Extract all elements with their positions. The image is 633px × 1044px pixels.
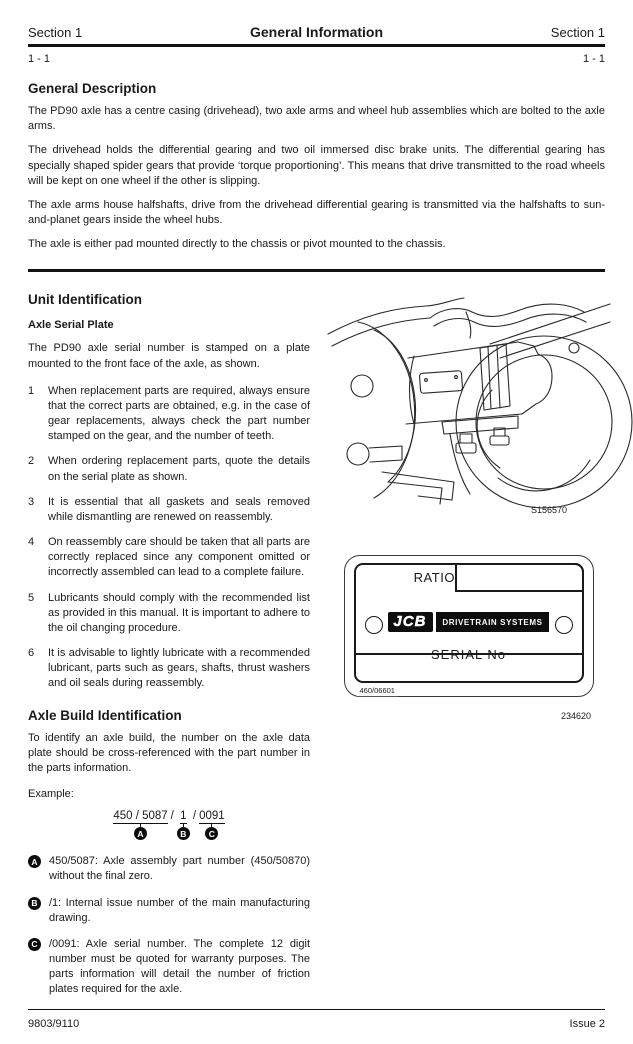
- segment-separator: /: [192, 810, 197, 823]
- list-item: [28, 495, 310, 525]
- axle-serial-plate-subheading: Axle Serial Plate: [28, 319, 114, 332]
- callout-a-badge: A: [28, 855, 41, 868]
- numbered-list: [28, 384, 310, 692]
- segment-text: 1: [180, 810, 187, 823]
- item-number: 1: [28, 384, 35, 397]
- plate-part-number: 460/06601: [357, 686, 398, 697]
- right-column: [322, 276, 615, 1008]
- item-text: Lubricants should comply with the recommended list as provided in this manual. It is important to adhere to the oil changing procedure.: [48, 591, 310, 634]
- figure-reference: S156570: [530, 505, 567, 516]
- page-number-row: [28, 47, 605, 65]
- item-number: 4: [28, 536, 35, 549]
- callout-b-badge: B: [177, 827, 190, 840]
- page-header: [28, 24, 605, 47]
- serial-no-label: SERIAL No: [431, 647, 506, 663]
- ratio-value-field: [455, 563, 584, 592]
- jcb-logo: JCB: [388, 612, 433, 632]
- list-item: [28, 591, 310, 637]
- item-number: 5: [28, 591, 35, 604]
- header-section-left: Section 1: [28, 25, 83, 40]
- axle-line-drawing: [322, 282, 615, 506]
- list-item: [28, 646, 310, 692]
- header-section-right: Section 1: [550, 25, 605, 40]
- example-segment: [199, 810, 225, 840]
- serial-value-field: [354, 653, 584, 655]
- paragraph: The PD90 axle serial number is stamped on a plate mounted to the front face of the axle, as shown.: [28, 342, 310, 370]
- publication-number: 9803/9110: [28, 1017, 80, 1030]
- item-text: When ordering replacement parts, quote the details on the serial plate as shown.: [48, 455, 310, 483]
- callout-item-b: [28, 896, 310, 926]
- item-text: It is essential that all gaskets and seals removed while dismantling are renewed on reassembly.: [48, 495, 310, 523]
- segment-text: 450 / 5087: [113, 810, 168, 823]
- item-number: 2: [28, 455, 35, 468]
- part-number-example: [28, 810, 310, 840]
- paragraph: The axle arms house halfshafts, drive from the drivehead differential gearing is transmitted via the halfshafts to sun-and-planet gears inside the wheel hubs.: [28, 198, 605, 227]
- list-item: [28, 384, 310, 445]
- callout-item-c: [28, 937, 310, 998]
- page-title: General Information: [249, 24, 384, 40]
- callout-a-badge: A: [134, 827, 147, 840]
- drivetrain-systems-wordmark: DRIVETRAIN SYSTEMS: [436, 612, 548, 632]
- item-text: When replacement parts are required, always ensure that the correct parts are obtained, e.g. in the case of gear replacements, always check the part number stamped on the gear, and the number of teeth.: [48, 384, 310, 443]
- callout-c-badge: C: [205, 827, 218, 840]
- callout-item-a: [28, 854, 310, 884]
- ratio-label: RATIO: [413, 570, 455, 586]
- segment-separator: /: [170, 810, 174, 823]
- paragraph: The axle is either pad mounted directly to the chassis or pivot mounted to the chassis.: [28, 238, 446, 251]
- axle-build-heading: Axle Build Identification: [28, 707, 182, 723]
- axle-assembly-illustration: [322, 282, 615, 515]
- section-divider: [28, 269, 605, 272]
- callout-text: /0091: Axle serial number. The complete 12 digit number must be quoted for warranty purposes. The parts information will detail the number of friction plates required for the axle.: [49, 937, 310, 996]
- callout-b-badge: B: [28, 897, 41, 910]
- page-number-right: 1 - 1: [582, 53, 605, 65]
- page-number-left: 1 - 1: [28, 53, 51, 65]
- figure-reference: 234620: [560, 711, 591, 722]
- serial-plate-face: [354, 563, 584, 683]
- item-number: 3: [28, 495, 35, 508]
- brand-logo: [356, 612, 582, 632]
- serial-plate-figure: [344, 555, 594, 697]
- example-segment: [113, 810, 167, 840]
- example-label: Example:: [28, 788, 74, 801]
- example-segment: [177, 810, 190, 840]
- page-footer: [28, 1009, 605, 1044]
- item-number: 6: [28, 647, 35, 660]
- unit-identification-heading: Unit Identification: [28, 292, 142, 308]
- paragraph: To identify an axle build, the number on the axle data plate should be cross-referenced with the part number in the parts information.: [28, 731, 310, 774]
- callout-c-badge: C: [28, 938, 41, 951]
- callout-text: /1: Internal issue number of the main manufacturing drawing.: [49, 896, 310, 924]
- paragraph: The PD90 axle has a centre casing (drivehead), two axle arms and wheel hub assemblies which are bolted to the axle arms.: [28, 105, 605, 133]
- list-item: [28, 535, 310, 581]
- left-column: [28, 276, 310, 1008]
- issue-number: Issue 2: [569, 1017, 605, 1030]
- callout-text: 450/5087: Axle assembly part number (450/50870) without the final zero.: [49, 855, 310, 883]
- item-text: It is advisable to lightly lubricate with a recommended lubricant, parts such as gears, shafts, thrust washers and oil seals during reassembly.: [48, 647, 310, 690]
- list-item: [28, 454, 310, 484]
- paragraph: The drivehead holds the differential gearing and two oil immersed disc brake units. The differential gearing has specially shaped spider gears that provide ‘torque proportioning’. This means that drive transmitted to the road wheels will be kept on one wheel if the other is slipping.: [28, 144, 605, 187]
- general-description-heading: General Description: [28, 81, 157, 96]
- item-text: On reassembly care should be taken that all parts are correctly replaced since any component omitted or incorrectly assembled can lead to a complete failure.: [48, 536, 310, 579]
- segment-text: 0091: [199, 810, 225, 823]
